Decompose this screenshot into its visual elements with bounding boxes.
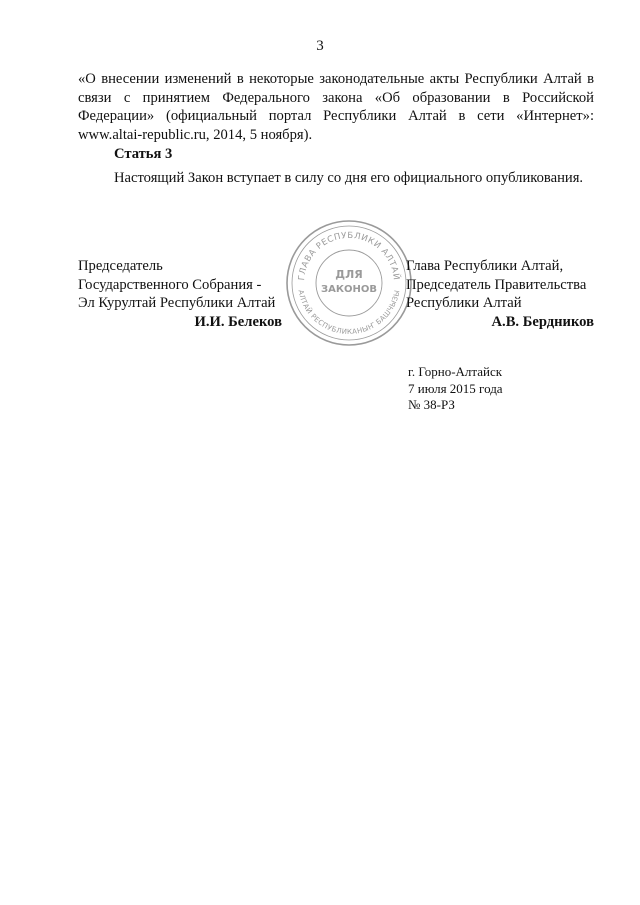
signature-right-line-3: Республики Алтай <box>406 295 522 311</box>
law-reference-paragraph: «О внесении изменений в некоторые законодательные акты Республики Алтай в связи с принятием Федерального закона «Об образовании в Российской Федерации» (официальный портал Республики Алтай в сети «Интернет»: www.altai-republic.ru, 2014, 5 ноября). <box>78 71 594 143</box>
signature-right-line-2: Председатель Правительства <box>406 276 587 293</box>
signature-left-line-3: Эл Курултай Республики Алтай <box>78 295 276 311</box>
law-number: № 38-РЗ <box>408 397 455 412</box>
article-text: Настоящий Закон вступает в силу со дня его официального опубликования. <box>114 170 584 186</box>
page-number: 3 <box>316 38 324 54</box>
place-city: г. Горно-Алтайск <box>408 364 503 379</box>
seal-bottom-text: АЛТАЙ РЕСПУБЛИКАНЫҤ БАШЧЫЗЫ <box>296 289 402 337</box>
place-date-block <box>408 364 503 414</box>
signature-right-line-1: Глава Республики Алтай, <box>406 258 564 274</box>
signature-block-left <box>78 257 282 331</box>
signature-left-name: И.И. Белеков <box>194 313 282 330</box>
official-seal-stamp <box>284 218 414 348</box>
signature-left-line-2: Государственного Собрания - <box>78 276 262 293</box>
signature-left-line-1: Председатель <box>78 258 163 274</box>
seal-center-line-2: ЗАКОНОВ <box>320 284 378 295</box>
article-title: Статья 3 <box>114 146 173 162</box>
signature-block-right <box>406 257 594 331</box>
law-date: 7 июля 2015 года <box>408 380 503 396</box>
signature-right-name: А.В. Бердников <box>491 313 594 330</box>
seal-center-line-1: ДЛЯ <box>335 268 363 281</box>
seal-top-text: ГЛАВА РЕСПУБЛИКИ АЛТАЙ <box>297 230 402 282</box>
